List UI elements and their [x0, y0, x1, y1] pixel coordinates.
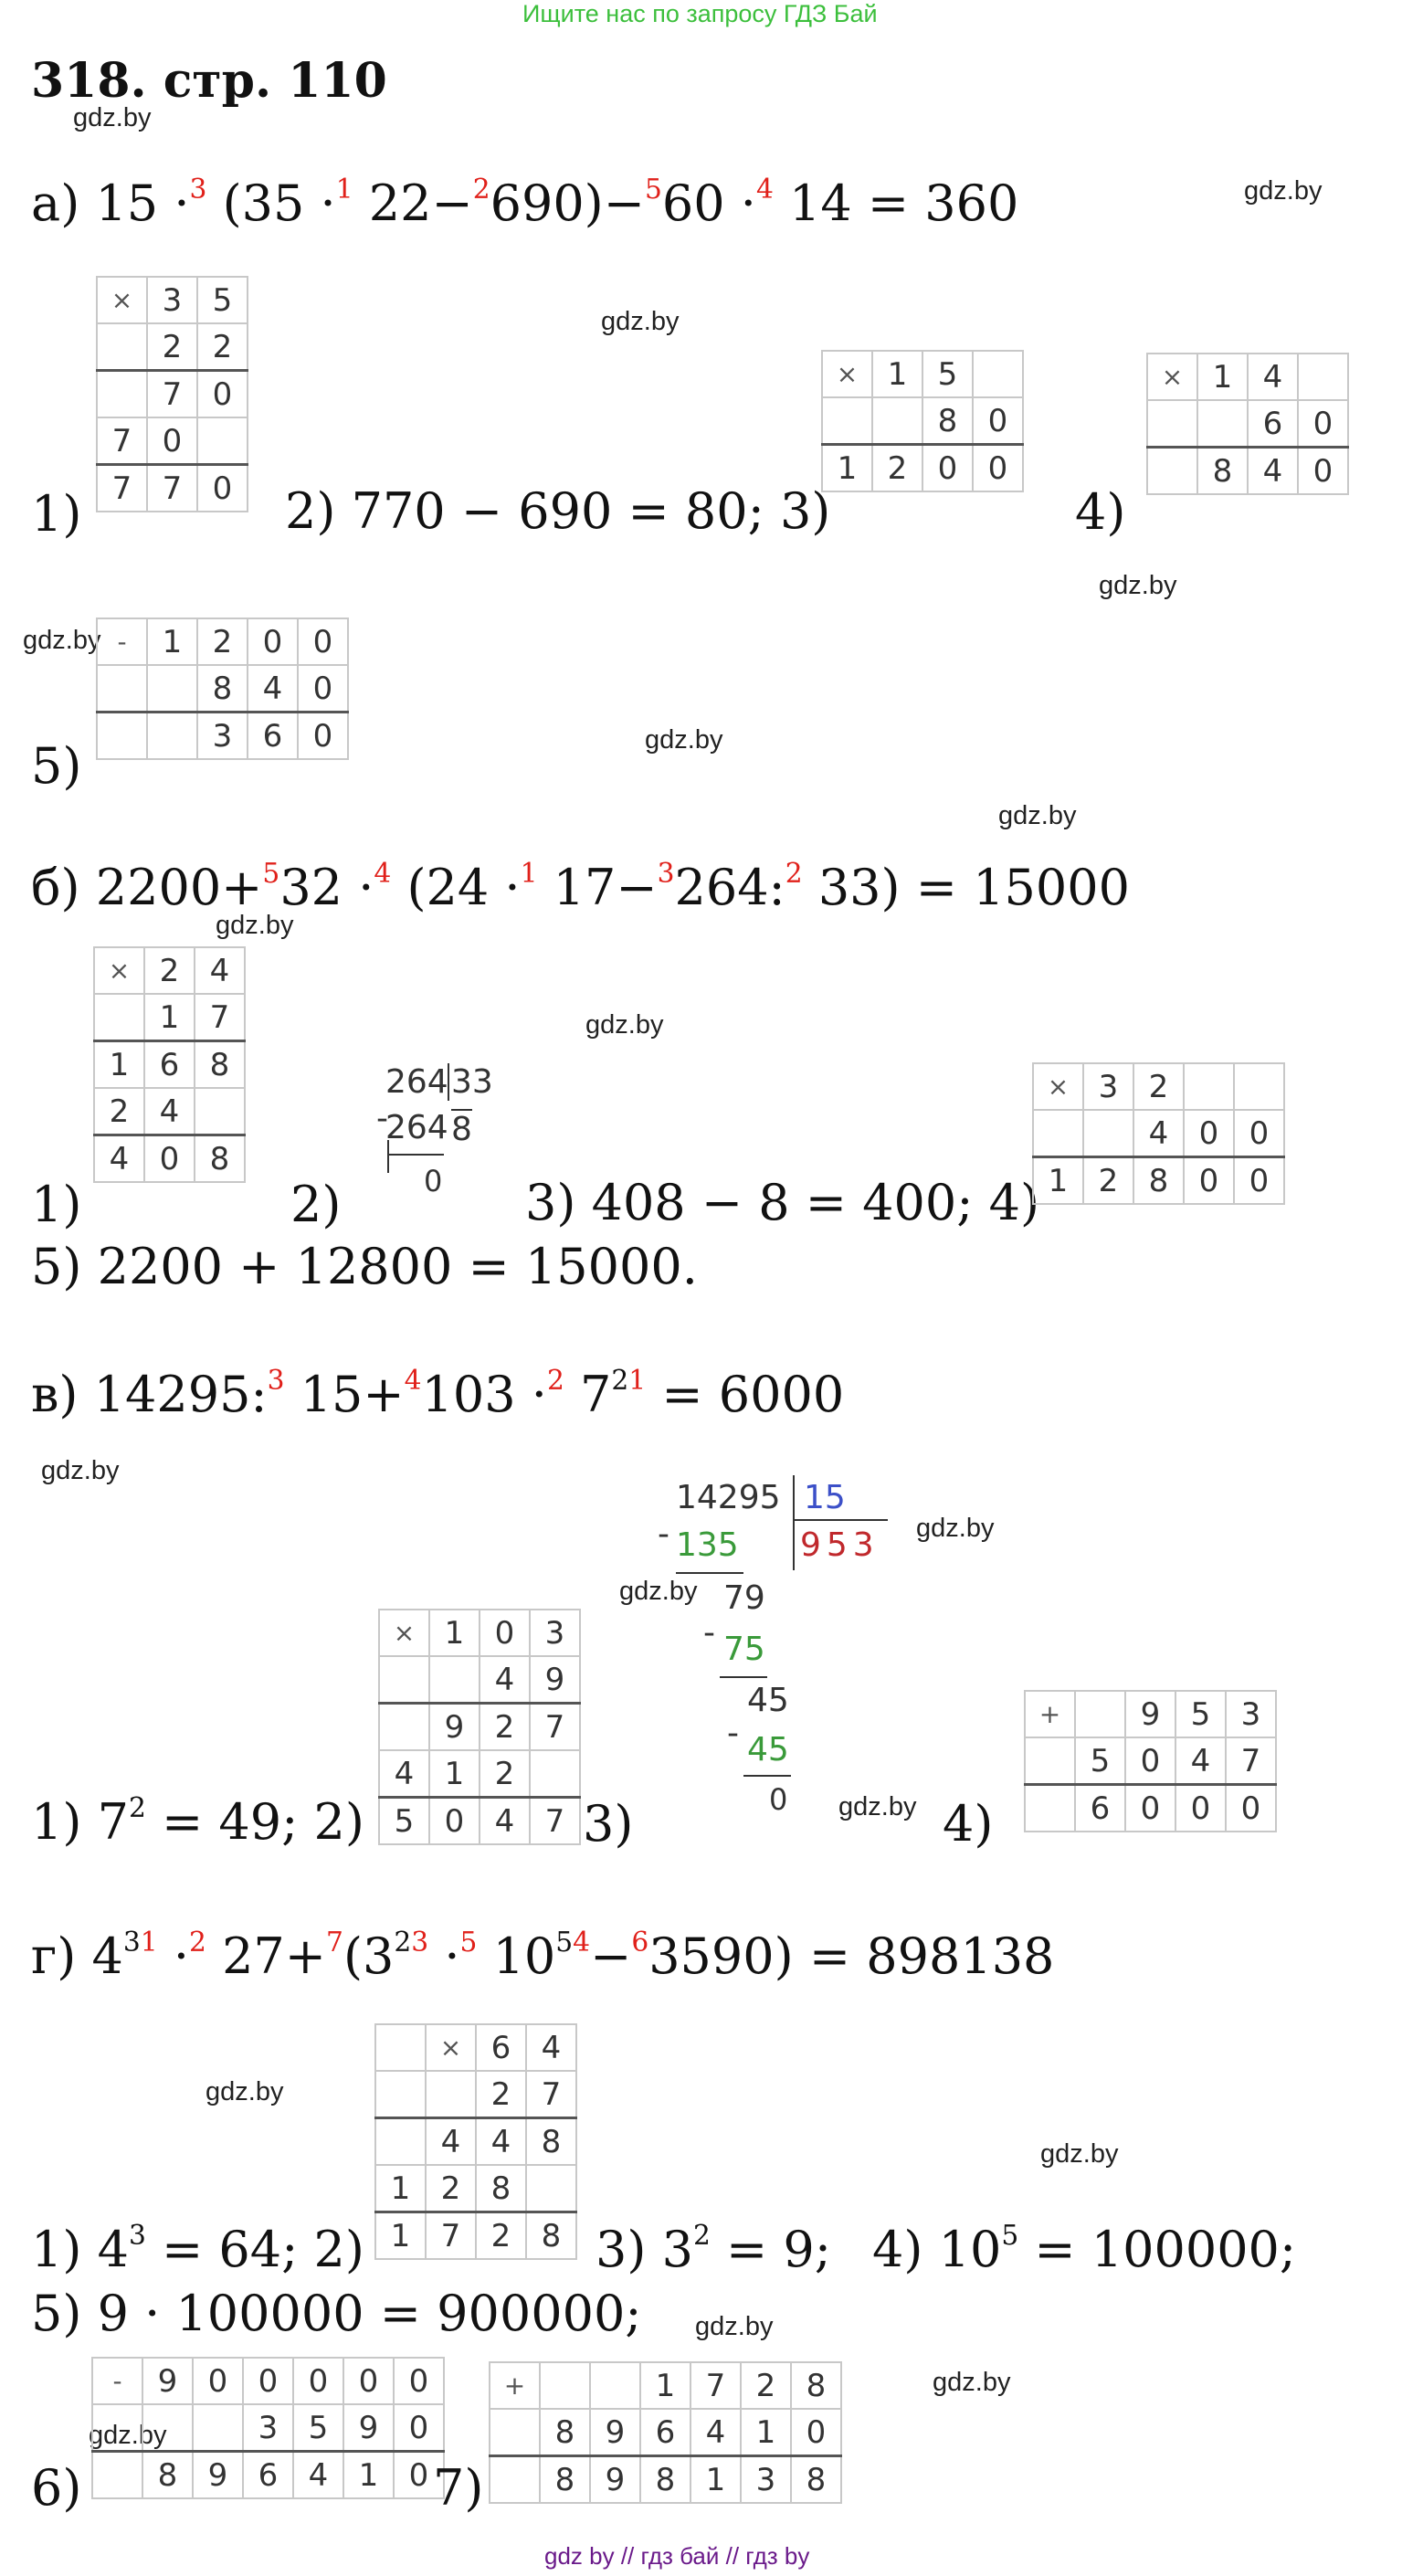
- table-cell: 3: [1226, 1691, 1276, 1737]
- table-cell: 4: [195, 947, 245, 994]
- table-cell: 9: [590, 2409, 640, 2456]
- table-cell: [195, 1088, 245, 1135]
- table-cell: [375, 2071, 426, 2118]
- table-cell: 2: [480, 1750, 530, 1798]
- table-cell: 1: [375, 2212, 426, 2260]
- table-cell: 0: [394, 2358, 444, 2404]
- table-cell: 0: [1234, 1110, 1284, 1157]
- step-v3: 3): [583, 1795, 634, 1853]
- table-cell: 4: [1248, 354, 1298, 400]
- table-cell: [379, 1704, 429, 1751]
- table-row: [1033, 1157, 1284, 1205]
- table-cell: 0: [1175, 1785, 1226, 1832]
- table-cell: 1: [1197, 354, 1248, 400]
- table-cell: [490, 2456, 540, 2504]
- table-cell: [193, 2404, 243, 2452]
- table-cell: 6: [248, 713, 298, 760]
- step-g5: 5) 9 · 100000 = 900000;: [31, 2285, 642, 2342]
- table-cell: [94, 994, 144, 1041]
- table-cell: 0: [791, 2409, 841, 2456]
- long-division-b: 264 33 - 264 8 0: [376, 1063, 493, 1198]
- table-cell: [1025, 1737, 1075, 1785]
- multiplication-table-g2: [374, 2023, 577, 2260]
- table-cell: 2: [144, 947, 195, 994]
- table-row: [94, 1041, 245, 1089]
- table-cell: [590, 2362, 640, 2409]
- table-cell: 7: [97, 465, 147, 512]
- table-cell: 8: [922, 397, 973, 445]
- table-row: [375, 2212, 576, 2260]
- table-cell: 0: [1125, 1737, 1175, 1785]
- table-row: [94, 947, 245, 994]
- table-cell: [490, 2409, 540, 2456]
- expression-b: б) 2200+$^5$32 ·$^4$ (24 ·$^1$ 17−$^3$264:$^2$ 33) = 15000: [31, 858, 1130, 916]
- table-cell: 2: [872, 445, 922, 492]
- table-cell: [526, 2165, 576, 2212]
- table-cell: [426, 2071, 476, 2118]
- table-row: [375, 2118, 576, 2166]
- table-cell: 6: [476, 2024, 526, 2071]
- table-cell: 0: [343, 2358, 394, 2404]
- table-row: [490, 2362, 841, 2409]
- step-g6: 6): [31, 2459, 82, 2517]
- table-cell: 8: [1197, 448, 1248, 495]
- table-cell: 0: [1234, 1157, 1284, 1205]
- multiplication-table-b4: [1032, 1062, 1285, 1205]
- table-cell: ×: [379, 1610, 429, 1656]
- multiplication-table-b1: [93, 946, 246, 1183]
- table-cell: 0: [248, 618, 298, 665]
- table-cell: 7: [530, 1704, 580, 1751]
- table-cell: 8: [791, 2362, 841, 2409]
- long-division-v: 14295 15 953 - 135 79 - 75 45 - 45 0: [658, 1475, 895, 1822]
- table-cell: 1: [741, 2409, 791, 2456]
- addition-table-v4: [1024, 1690, 1277, 1832]
- table-cell: 4: [526, 2024, 576, 2071]
- table-cell: 1: [343, 2452, 394, 2499]
- step-g7: 7): [433, 2459, 484, 2517]
- table-row: [375, 2024, 576, 2071]
- table-row: [94, 1135, 245, 1183]
- table-cell: 7: [1226, 1737, 1276, 1785]
- table-row: [822, 351, 1023, 397]
- table-cell: 8: [526, 2118, 576, 2166]
- table-cell: 6: [1248, 400, 1298, 448]
- table-row: [97, 277, 248, 323]
- table-cell: 7: [690, 2362, 741, 2409]
- table-cell: 0: [1125, 1785, 1175, 1832]
- table-cell: [1083, 1110, 1133, 1157]
- watermark: gdz.by: [1040, 2139, 1119, 2169]
- table-row: [1025, 1691, 1276, 1737]
- table-cell: 5: [1075, 1737, 1125, 1785]
- table-cell: 8: [540, 2456, 590, 2504]
- table-cell: [1197, 400, 1248, 448]
- table-cell: 9: [530, 1656, 580, 1704]
- table-cell: +: [490, 2362, 540, 2409]
- table-cell: 0: [973, 445, 1023, 492]
- step-g1: 1) $4^3 = 64$; 2): [31, 2220, 364, 2278]
- table-row: [97, 323, 248, 371]
- table-cell: 8: [142, 2452, 193, 2499]
- footer-links: gdz by // гдз бай // гдз by: [544, 2542, 810, 2570]
- page-title: 318. стр. 110: [31, 53, 387, 109]
- watermark: gdz.by: [645, 725, 723, 755]
- table-cell: 1: [94, 1041, 144, 1089]
- table-cell: 1: [429, 1750, 480, 1798]
- table-cell: [97, 323, 147, 371]
- table-cell: 1: [375, 2165, 426, 2212]
- table-cell: [1147, 448, 1197, 495]
- table-cell: [142, 2404, 193, 2452]
- table-cell: 0: [147, 417, 197, 465]
- table-cell: [97, 665, 147, 713]
- watermark: gdz.by: [916, 1514, 995, 1543]
- table-cell: 4: [144, 1088, 195, 1135]
- table-cell: [379, 1656, 429, 1704]
- table-row: [97, 417, 248, 465]
- table-cell: 5: [379, 1798, 429, 1845]
- table-cell: 2: [94, 1088, 144, 1135]
- subtraction-table-a5: [96, 618, 349, 760]
- table-cell: 0: [1298, 400, 1348, 448]
- table-row: [375, 2071, 576, 2118]
- table-cell: 7: [147, 465, 197, 512]
- table-cell: 4: [480, 1656, 530, 1704]
- table-cell: [197, 417, 248, 465]
- multiplication-table-a1: [96, 276, 248, 512]
- table-cell: 4: [1133, 1110, 1184, 1157]
- subtraction-table-g6: [91, 2357, 445, 2499]
- table-cell: 2: [147, 323, 197, 371]
- table-cell: 3: [530, 1610, 580, 1656]
- watermark: gdz.by: [601, 307, 680, 336]
- expression-v: в) 14295:$^3$ 15+$^4$103 ·$^2$ $7^{21} = 6000$: [31, 1365, 845, 1423]
- table-cell: 0: [293, 2358, 343, 2404]
- table-cell: 5: [922, 351, 973, 397]
- table-cell: 3: [197, 713, 248, 760]
- table-cell: ×: [822, 351, 872, 397]
- table-cell: 8: [195, 1135, 245, 1183]
- table-cell: 2: [476, 2212, 526, 2260]
- table-cell: [872, 397, 922, 445]
- table-cell: 2: [1133, 1063, 1184, 1110]
- table-cell: 3: [1083, 1063, 1133, 1110]
- table-cell: 0: [1226, 1785, 1276, 1832]
- table-cell: 1: [144, 994, 195, 1041]
- table-row: [1033, 1110, 1284, 1157]
- table-row: [97, 713, 348, 760]
- table-cell: [97, 371, 147, 418]
- watermark: gdz.by: [1244, 176, 1323, 206]
- table-cell: 0: [1298, 448, 1348, 495]
- table-cell: 6: [243, 2452, 293, 2499]
- table-cell: 7: [147, 371, 197, 418]
- table-cell: 8: [640, 2456, 690, 2504]
- step-a4: 4): [1075, 483, 1126, 541]
- table-row: [379, 1656, 580, 1704]
- table-cell: [147, 665, 197, 713]
- table-cell: [1075, 1691, 1125, 1737]
- table-cell: [429, 1656, 480, 1704]
- table-cell: 8: [197, 665, 248, 713]
- table-row: [97, 618, 348, 665]
- table-cell: 0: [394, 2404, 444, 2452]
- table-row: [379, 1610, 580, 1656]
- step-v1: 1) $7^2 = 49$; 2): [31, 1792, 364, 1851]
- table-cell: 4: [426, 2118, 476, 2166]
- table-cell: 5: [1175, 1691, 1226, 1737]
- table-cell: 3: [243, 2404, 293, 2452]
- watermark: gdz.by: [1099, 571, 1177, 600]
- table-cell: 0: [298, 618, 348, 665]
- table-row: [1025, 1785, 1276, 1832]
- table-row: [379, 1750, 580, 1798]
- table-cell: 9: [429, 1704, 480, 1751]
- table-row: [822, 445, 1023, 492]
- watermark: gdz.by: [838, 1792, 917, 1821]
- table-cell: 6: [640, 2409, 690, 2456]
- table-row: [1025, 1737, 1276, 1785]
- table-cell: [92, 2404, 142, 2452]
- table-row: [379, 1798, 580, 1845]
- table-cell: 4: [293, 2452, 343, 2499]
- table-row: [379, 1704, 580, 1751]
- table-cell: ×: [1033, 1063, 1083, 1110]
- table-row: [92, 2404, 444, 2452]
- table-cell: 7: [426, 2212, 476, 2260]
- table-cell: -: [97, 618, 147, 665]
- table-cell: [92, 2452, 142, 2499]
- table-cell: 0: [480, 1610, 530, 1656]
- table-row: [97, 465, 248, 512]
- table-cell: 6: [144, 1041, 195, 1089]
- watermark: gdz.by: [933, 2368, 1011, 2397]
- table-cell: 9: [193, 2452, 243, 2499]
- table-cell: 4: [480, 1798, 530, 1845]
- table-cell: [1298, 354, 1348, 400]
- table-cell: [1184, 1063, 1234, 1110]
- table-cell: 7: [97, 417, 147, 465]
- table-cell: 7: [195, 994, 245, 1041]
- table-cell: 0: [1184, 1110, 1234, 1157]
- table-cell: [1025, 1785, 1075, 1832]
- table-cell: [1234, 1063, 1284, 1110]
- table-row: [1147, 448, 1348, 495]
- table-cell: 8: [476, 2165, 526, 2212]
- table-cell: 4: [690, 2409, 741, 2456]
- table-cell: 4: [1248, 448, 1298, 495]
- step-b2: 2): [290, 1176, 342, 1233]
- table-cell: [530, 1750, 580, 1798]
- watermark: gdz.by: [41, 1456, 120, 1485]
- table-cell: 7: [526, 2071, 576, 2118]
- table-cell: 2: [480, 1704, 530, 1751]
- step-b3: 3) 408 − 8 = 400; 4): [525, 1174, 1040, 1231]
- table-row: [375, 2165, 576, 2212]
- step-b5: 5) 2200 + 12800 = 15000.: [31, 1238, 698, 1295]
- table-cell: 5: [293, 2404, 343, 2452]
- step-v4: 4): [943, 1795, 994, 1853]
- table-row: [1147, 354, 1348, 400]
- table-cell: 0: [429, 1798, 480, 1845]
- table-cell: [973, 351, 1023, 397]
- table-cell: ×: [1147, 354, 1197, 400]
- table-cell: [97, 713, 147, 760]
- table-cell: 8: [540, 2409, 590, 2456]
- watermark: gdz.by: [619, 1577, 698, 1606]
- table-cell: 0: [243, 2358, 293, 2404]
- table-cell: ×: [97, 277, 147, 323]
- table-cell: 0: [197, 465, 248, 512]
- table-row: [1147, 400, 1348, 448]
- table-cell: 3: [741, 2456, 791, 2504]
- table-cell: [1033, 1110, 1083, 1157]
- step-a2: 2) 770 − 690 = 80; 3): [285, 482, 831, 540]
- table-row: [94, 994, 245, 1041]
- table-cell: 9: [343, 2404, 394, 2452]
- table-cell: [375, 2024, 426, 2071]
- table-row: [1033, 1063, 1284, 1110]
- table-row: [92, 2452, 444, 2499]
- table-cell: 9: [142, 2358, 193, 2404]
- watermark: gdz.by: [89, 2421, 167, 2450]
- multiplication-table-a3: [821, 350, 1024, 492]
- table-cell: [1147, 400, 1197, 448]
- table-row: [97, 371, 248, 418]
- table-cell: [147, 713, 197, 760]
- table-row: [490, 2409, 841, 2456]
- table-cell: 4: [379, 1750, 429, 1798]
- table-cell: 1: [690, 2456, 741, 2504]
- addition-table-g7: [489, 2361, 842, 2504]
- table-cell: 8: [195, 1041, 245, 1089]
- table-cell: 5: [197, 277, 248, 323]
- table-cell: 2: [197, 323, 248, 371]
- table-cell: 1: [147, 618, 197, 665]
- multiplication-table-a4: [1146, 353, 1349, 495]
- step-g4: 4) $10^5 = 100000$;: [872, 2220, 1297, 2278]
- expression-g: г) $4^{31} \cdot^2$ $27+^7(3^{23} \cdot^5$ $10^{54}-^63590) = 898138$: [31, 1927, 1055, 1985]
- header-search-hint: Ищите нас по запросу ГДЗ Бай: [522, 0, 878, 27]
- table-cell: 1: [640, 2362, 690, 2409]
- table-cell: 6: [1075, 1785, 1125, 1832]
- table-cell: -: [92, 2358, 142, 2404]
- table-cell: 3: [147, 277, 197, 323]
- table-cell: 1: [1033, 1157, 1083, 1205]
- table-cell: ×: [426, 2024, 476, 2071]
- step-b1: 1): [31, 1176, 82, 1233]
- table-cell: 1: [872, 351, 922, 397]
- table-cell: 0: [973, 397, 1023, 445]
- step-g3: 3) $3^2 = 9$;: [596, 2220, 831, 2278]
- table-cell: 4: [1175, 1737, 1226, 1785]
- watermark: gdz.by: [695, 2312, 774, 2341]
- table-cell: 9: [1125, 1691, 1175, 1737]
- table-row: [822, 397, 1023, 445]
- watermark: gdz.by: [23, 626, 101, 655]
- table-cell: 2: [1083, 1157, 1133, 1205]
- table-cell: 1: [822, 445, 872, 492]
- table-cell: 0: [144, 1135, 195, 1183]
- step-a5: 5): [31, 737, 82, 795]
- table-cell: +: [1025, 1691, 1075, 1737]
- watermark: gdz.by: [585, 1010, 664, 1040]
- table-cell: [375, 2118, 426, 2166]
- table-row: [94, 1088, 245, 1135]
- table-cell: 0: [922, 445, 973, 492]
- table-cell: [822, 397, 872, 445]
- table-row: [92, 2358, 444, 2404]
- table-cell: 2: [476, 2071, 526, 2118]
- table-row: [97, 665, 348, 713]
- table-cell: 2: [426, 2165, 476, 2212]
- table-cell: 7: [530, 1798, 580, 1845]
- table-cell: 0: [1184, 1157, 1234, 1205]
- table-row: [490, 2456, 841, 2504]
- watermark: gdz.by: [206, 2077, 284, 2106]
- table-cell: 0: [298, 665, 348, 713]
- table-cell: 2: [197, 618, 248, 665]
- table-cell: 4: [248, 665, 298, 713]
- watermark: gdz.by: [998, 801, 1077, 830]
- step-a1: 1): [31, 485, 82, 543]
- table-cell: 1: [429, 1610, 480, 1656]
- table-cell: 0: [197, 371, 248, 418]
- expression-a: а) 15 ·$^3$ (35 ·$^1$ 22−$^2$690)−$^5$60 ·$^4$ 14 = 360: [31, 174, 1019, 232]
- table-cell: 8: [1133, 1157, 1184, 1205]
- table-cell: 8: [791, 2456, 841, 2504]
- table-cell: 8: [526, 2212, 576, 2260]
- table-cell: ×: [94, 947, 144, 994]
- watermark: gdz.by: [216, 911, 294, 940]
- table-cell: [540, 2362, 590, 2409]
- multiplication-table-v2: [378, 1609, 581, 1845]
- table-cell: 9: [590, 2456, 640, 2504]
- watermark: gdz.by: [73, 103, 152, 132]
- table-cell: 0: [193, 2358, 243, 2404]
- table-cell: 4: [94, 1135, 144, 1183]
- table-cell: 2: [741, 2362, 791, 2409]
- table-cell: 0: [394, 2452, 444, 2499]
- table-cell: 0: [298, 713, 348, 760]
- table-cell: 4: [476, 2118, 526, 2166]
